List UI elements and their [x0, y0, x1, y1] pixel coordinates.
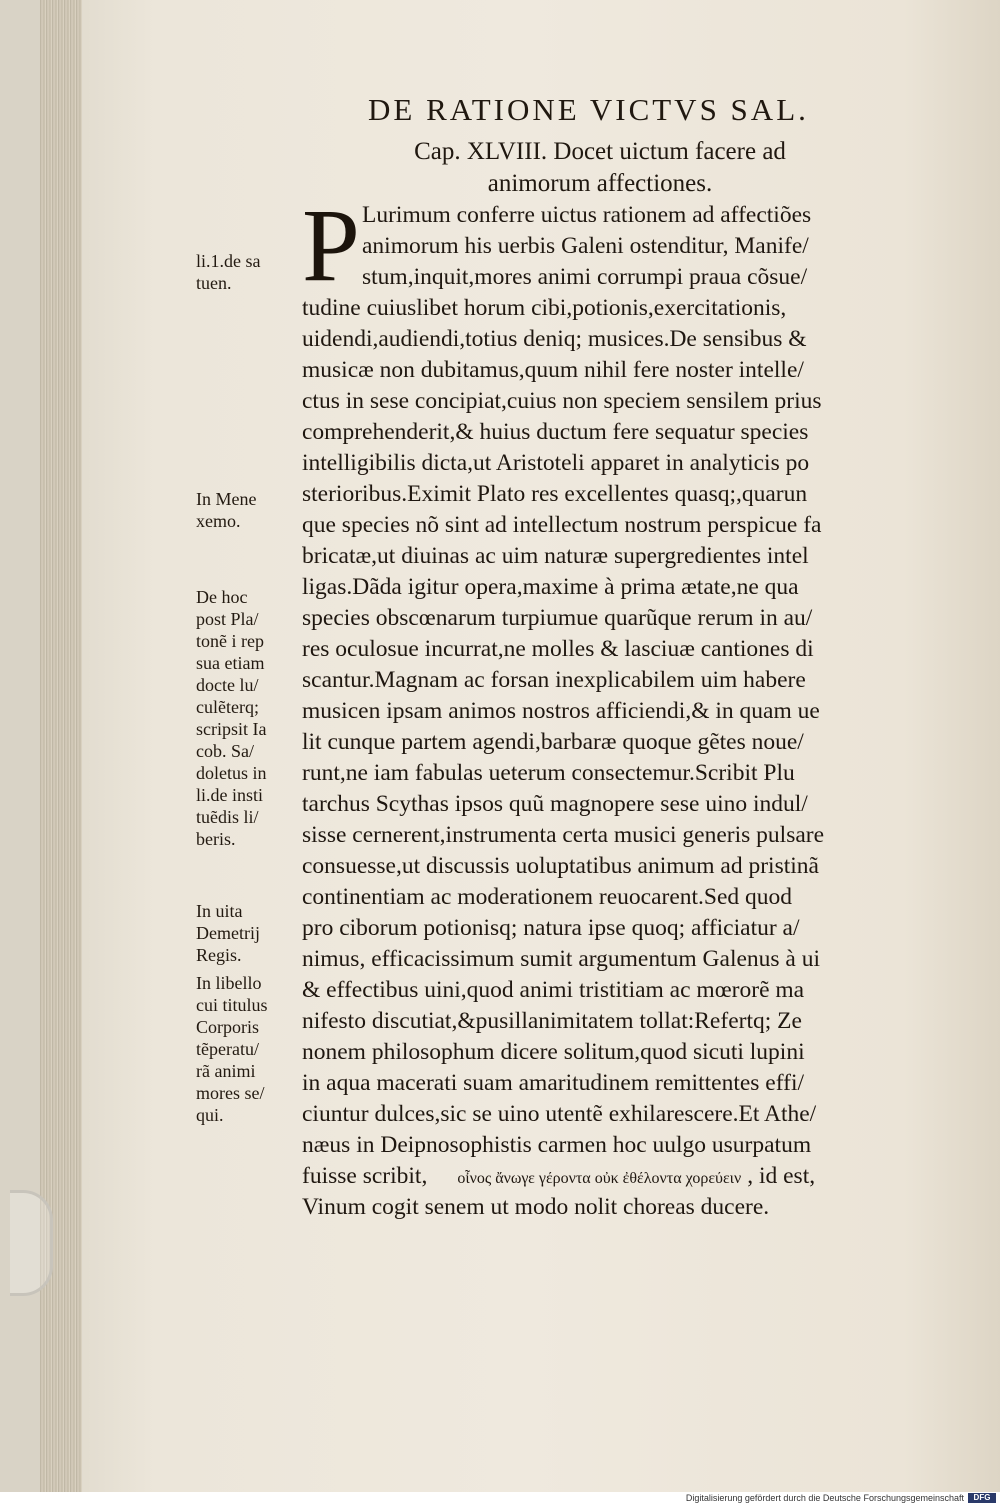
margin-note-line: li.de insti: [196, 785, 263, 805]
body-line: [302, 386, 922, 417]
margin-note: [196, 586, 306, 850]
body-text: [302, 200, 922, 1223]
body-line: [302, 1006, 922, 1037]
body-line-text: musicen ipsam animos nostros afficiendi,& in quam ue: [302, 698, 820, 724]
margin-note-line: sua etiam: [196, 653, 265, 673]
body-line-text: que species nõ sint ad intellectum nostrum perspicue fa: [302, 512, 822, 538]
body-line-text: bricatæ,ut diuinas ac uim naturæ supergredientes intel: [302, 543, 809, 569]
body-line: [302, 293, 922, 324]
digitization-footer: [0, 1492, 1000, 1504]
body-line-text: nifesto discutiat,&pusillanimitatem tollat:Refertq; Ze: [302, 1008, 802, 1034]
body-line: [302, 820, 922, 851]
body-line: [302, 727, 922, 758]
margin-note-line: doletus in: [196, 763, 267, 783]
margin-note-line: cui titulus: [196, 995, 268, 1015]
chapter-heading-line-2: animorum affectiones.: [487, 170, 713, 197]
margin-note-line: tẽperatu/: [196, 1039, 259, 1059]
body-line-text: sterioribus.Eximit Plato res excellentes quasq;,quarun: [302, 481, 808, 507]
body-line-text: fuisse scribit,: [302, 1163, 428, 1189]
body-line-text: species obscœnarum turpiumue quarũque rerum in au/: [302, 605, 813, 631]
chapter-heading: [300, 136, 900, 200]
body-line: [302, 603, 922, 634]
body-line: [302, 231, 922, 262]
body-line-text: ctus in sese concipiat,cuius non speciem sensilem prius: [302, 388, 822, 414]
body-line-text: in aqua macerati suam amaritudinem remittentes effi/: [302, 1070, 805, 1096]
margin-note-line: Demetrij: [196, 923, 260, 943]
body-line: [302, 696, 922, 727]
body-line: [302, 448, 922, 479]
digitization-credit: Digitalisierung gefördert durch die Deutsche Forschungsgemeinschaft: [685, 1493, 964, 1503]
margin-note-line: scripsit Ia: [196, 719, 267, 739]
body-line-text: ligas.Dãda igitur opera,maxime à prima ætate,ne qua: [302, 574, 799, 600]
body-line: [302, 1161, 922, 1192]
body-line-text: & effectibus uini,quod animi tristitiam ac mœrorẽ ma: [302, 977, 805, 1003]
margin-note-line: De hoc: [196, 587, 248, 607]
margin-note-line: In uita: [196, 901, 243, 921]
body-line-text: continentiam ac moderationem reuocarent.Sed quod: [302, 884, 793, 910]
body-line-text: Lurimum conferre uictus rationem ad affectiões: [362, 202, 812, 228]
margin-note-line: In Mene: [196, 489, 257, 509]
margin-note-line: li.1.de sa: [196, 251, 261, 271]
greek-quote: οἶνος ἄνωγε γέροντα οὐκ ἐθέλοντα χορεύειν: [457, 1170, 742, 1187]
margin-note-line: beris.: [196, 829, 236, 849]
margin-note-line: post Pla/: [196, 609, 259, 629]
body-line-text: ciuntur dulces,sic se uino utentẽ exhilarescere.Et Athe/: [302, 1101, 817, 1127]
margin-note-line: tuen.: [196, 273, 232, 293]
body-line-text: Vinum cogit senem ut modo nolit choreas ducere.: [302, 1194, 770, 1220]
body-line-text: tarchus Scythas ipsos quũ magnopere sese uino indul/: [302, 791, 808, 817]
body-line: [302, 200, 922, 231]
body-line: [302, 758, 922, 789]
body-line: [302, 634, 922, 665]
body-line-text: nonem philosophum dicere solitum,quod sicuti lupini: [302, 1039, 805, 1065]
body-line-text: runt,ne iam fabulas ueterum consectemur.Scribit Plu: [302, 760, 795, 786]
body-line: [302, 355, 922, 386]
body-line-text: stum,inquit,mores animi corrumpi praua cõsue/: [362, 264, 808, 290]
body-line-text: nimus, efficacissimum sumit argumentum Galenus à ui: [302, 946, 821, 972]
margin-note-line: tonẽ i rep: [196, 631, 264, 651]
body-line: [302, 665, 922, 696]
body-line-text: lit cunque partem agendi,barbaræ quoque gẽtes noue/: [302, 729, 804, 755]
margin-note-line: cob. Sa/: [196, 741, 254, 761]
body-line-text: intelligibilis dicta,ut Aristoteli apparet in analyticis po: [302, 450, 810, 476]
body-line-text: pro ciborum potionisq; natura ipse quoq; afficiatur a/: [302, 915, 800, 941]
body-line: [302, 882, 922, 913]
margin-note: [196, 972, 306, 1126]
body-line-text: animorum his uerbis Galeni ostenditur, Manife/: [362, 233, 809, 259]
body-line-text: uidendi,audiendi,totius deniq; musices.De sensibus &: [302, 326, 807, 352]
body-line: [302, 1192, 922, 1223]
margin-note-line: mores se/: [196, 1083, 265, 1103]
body-line: [302, 789, 922, 820]
body-line: [302, 851, 922, 882]
body-line: [302, 510, 922, 541]
body-line-text: musicæ non dubitamus,quum nihil fere noster intelle/: [302, 357, 804, 383]
dfg-logo: DFG: [968, 1493, 996, 1503]
margin-note-line: tuẽdis li/: [196, 807, 259, 827]
margin-note-line: culẽterq;: [196, 697, 259, 717]
chapter-heading-line-1: Cap. XLVIII. Docet uictum facere ad: [414, 138, 786, 165]
body-line: [302, 324, 922, 355]
margin-note-line: Regis.: [196, 945, 242, 965]
margin-note-line: Corporis: [196, 1017, 259, 1037]
body-line: [302, 1099, 922, 1130]
body-line: [302, 1068, 922, 1099]
body-line: [302, 1037, 922, 1068]
body-line-text: tudine cuiuslibet horum cibi,potionis,exercitationis,: [302, 295, 787, 321]
body-line-text: næus in Deipnosophistis carmen hoc uulgo usurpatum: [302, 1132, 812, 1158]
body-line: [302, 541, 922, 572]
body-line: [302, 417, 922, 448]
margin-note-line: docte lu/: [196, 675, 259, 695]
margin-note: [196, 250, 306, 294]
body-line: [302, 1130, 922, 1161]
body-line: [302, 913, 922, 944]
body-line: [302, 572, 922, 603]
body-line-text: scantur.Magnam ac forsan inexplicabilem uim habere: [302, 667, 806, 693]
running-head: DE RATIONE VICTVS SAL.: [368, 92, 809, 127]
margin-note-line: xemo.: [196, 511, 241, 531]
body-line-text: sisse cernerent,instrumenta certa musici generis pulsare: [302, 822, 825, 848]
body-line: [302, 944, 922, 975]
body-line: [302, 479, 922, 510]
body-line-text: res oculosue incurrat,ne molles & lasciuæ cantiones di: [302, 636, 814, 662]
margin-note: [196, 488, 306, 532]
body-line: [302, 262, 922, 293]
margin-note-line: In libello: [196, 973, 262, 993]
greek-quote-gloss: , id est,: [747, 1163, 816, 1189]
margin-note-line: qui.: [196, 1105, 224, 1125]
body-line-text: consuesse,ut discussis uoluptatibus animum ad pristinã: [302, 853, 819, 879]
margin-note-line: rã animi: [196, 1061, 256, 1081]
body-line: [302, 975, 922, 1006]
paper-clip: [10, 1190, 53, 1296]
drop-cap: P: [302, 188, 360, 303]
margin-note: [196, 900, 306, 966]
body-line-text: comprehenderit,& huius ductum fere sequatur species: [302, 419, 809, 445]
